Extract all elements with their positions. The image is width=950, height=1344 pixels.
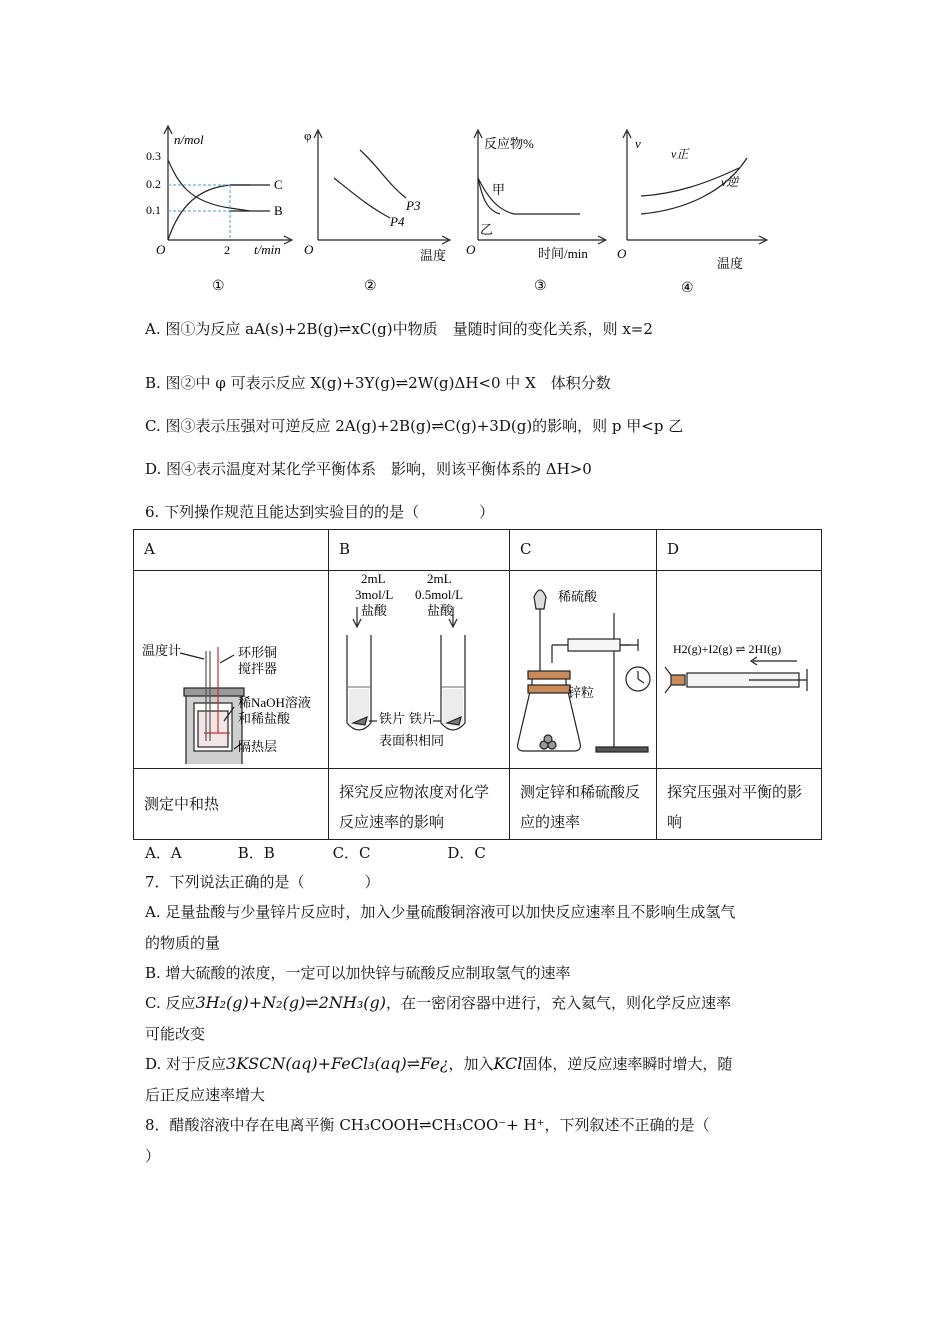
q7-option-c [145,993,731,1013]
fig2-caption: ② [364,279,377,294]
q7-d-prefix: D. 对于反应 [145,1055,227,1073]
fig1-caption: ① [212,279,225,294]
label-zinc: 锌粒 [568,685,595,700]
label-copper-stirrer-1: 环形铜 [238,645,278,660]
label-acid-right: 盐酸 [427,603,454,618]
q5-option-b: B. 图②中 φ 可表示反应 X(g)+3Y(g)⇌2W(g)ΔH<0 中 X 体积分数 [145,374,611,392]
header-cell [657,530,822,571]
fig1-xtick: 2 [224,243,230,257]
q6-option-d: D．C [447,844,486,862]
q6-stem: 6. 下列操作规范且能达到实验目的的是（ ） [145,503,495,521]
q7-option-b: B. 增大硫酸的浓度，一定可以加快锌与硫酸反应制取氢气的速率 [145,964,571,982]
label-conc-right: 0.5mol/L [415,587,464,602]
label-iron-right: 铁片 [409,711,436,726]
q5-option-d: D. 图④表示温度对某化学平衡体系 影响，则该平衡体系的 ΔH>0 [145,460,592,478]
q7-stem: 7．下列说法正确的是（ ） [145,873,380,891]
fig2-p3-label: P3 [406,198,421,213]
q6-option-b: B．B [237,844,275,862]
q7-d-equation: 3KSCN(aq)+FeCl₃(aq)⇌Fe¿ [226,1054,449,1073]
header-d: D [667,540,680,558]
header-c: C [520,540,532,558]
purpose-cell [134,769,329,840]
label-acid-left: 盐酸 [361,603,388,618]
calorimeter-diagram [134,571,328,764]
label-hi-equilibrium: H2(g)+I2(g) ⇌ 2HI(g) [673,642,782,656]
fig2-ylabel: φ [304,128,312,143]
header-b: B [339,540,351,558]
q7-option-a: A. 足量盐酸与少量锌片反应时，加入少量硫酸铜溶液可以加快反应速率且不影响生成氢气 [145,903,736,921]
header-cell [134,530,329,571]
q7-option-a-cont: 的物质的量 [145,934,221,952]
fig3-xlabel: 时间/min [538,246,588,261]
q7-d-mid: ，加入 [448,1055,494,1073]
fig3-caption: ③ [534,279,547,294]
label-copper-stirrer-2: 搅拌器 [238,661,278,676]
figure-4 [615,122,780,302]
fig1-origin: O [156,242,166,257]
q7-option-c-cont: 可能改变 [145,1025,206,1043]
q7-c-prefix: C. 反应 [145,994,196,1012]
apparatus-b-cell [329,571,510,769]
label-vol-left: 2mL [361,571,386,586]
q7-d-kcl: KCl [493,1054,523,1073]
q7-c-equation: 3H₂(g)+N₂(g)⇌2NH₃(g) [195,993,386,1012]
fig2-origin: O [304,242,314,257]
header-cell [329,530,510,571]
experiment-table [133,529,822,840]
label-thermometer: 温度计 [142,643,182,658]
purpose-cell [510,769,657,840]
q6-option-a: A．A [145,844,182,862]
q7-c-suffix: ，在一密闭容器中进行，充入氦气，则化学反应速率 [385,994,731,1012]
fig4-vzheng-label: v正 [671,147,689,161]
q7-option-d-cont: 后正反应速率增大 [145,1086,266,1104]
fig3-yi-label: 乙 [480,222,494,237]
q6-options [145,842,486,863]
fig1-curve-b-label: B [274,203,283,218]
fig2-p4-label: P4 [390,214,405,229]
fig1-xlabel: t/min [254,242,281,257]
purpose-cell [329,769,510,840]
fig1-ytick: 0.1 [146,203,161,217]
label-dilute-sulfuric: 稀硫酸 [558,589,598,604]
figure-2 [298,122,458,297]
fig1-curve-c-label: C [274,177,283,192]
purpose-a: 测定中和热 [144,795,220,813]
syringe-diagram [657,571,821,764]
q7-d-suffix: 固体，逆反应速率瞬时增大，随 [522,1055,733,1073]
fig1-ylabel: n/mol [174,132,204,147]
q5-option-a: A. 图①为反应 aA(s)+2B(g)⇌xC(g)中物质 量随时间的变化关系，则 x=2 [145,320,653,338]
fig3-jia-label: 甲 [492,182,506,197]
purpose-d: 探究压强对平衡的影响 [667,783,803,831]
fig4-origin: O [617,246,627,261]
fig3-origin: O [466,242,476,257]
label-conc-left: 3mol/L [355,587,394,602]
label-same-surface: 表面积相同 [379,733,445,748]
label-insulation: 隔热层 [238,739,278,754]
purpose-c: 测定锌和稀硫酸反应的速率 [520,783,641,831]
fig4-caption: ④ [681,281,694,296]
q7-option-d [145,1054,732,1074]
label-naoh-2: 和稀盐酸 [238,711,291,726]
q6-option-c: C．C [332,844,371,862]
label-vol-right: 2mL [427,571,452,586]
fig3-ylabel: 反应物% [484,136,534,151]
label-naoh-1: 稀NaOH溶液 [238,695,311,710]
fig1-ytick: 0.2 [146,177,161,191]
apparatus-d-cell [657,571,822,769]
label-iron-left: 铁片 [379,711,406,726]
apparatus-c-cell [510,571,657,769]
purpose-b: 探究反应物浓度对化学反应速率的影响 [339,783,490,831]
fig4-vni-label: v逆 [721,175,739,189]
q8-stem-cont: ） [145,1147,161,1165]
purpose-cell [657,769,822,840]
fig1-ytick: 0.3 [146,149,161,163]
test-tubes-diagram [329,571,509,764]
flask-syringe-diagram [510,571,656,764]
header-cell [510,530,657,571]
q8-stem: 8．醋酸溶液中存在电离平衡 CH₃COOH⇌CH₃COO⁻+ H⁺，下列叙述不正确的是（ [145,1116,710,1134]
header-a: A [144,540,155,558]
fig4-xlabel: 温度 [717,256,744,271]
fig2-xlabel: 温度 [420,248,447,263]
figure-3 [464,122,614,297]
fig4-ylabel: v [635,136,641,151]
figure-1 [140,122,300,297]
q5-option-c: C. 图③表示压强对可逆反应 2A(g)+2B(g)⇌C(g)+3D(g)的影响，则 p 甲<p 乙 [145,417,684,435]
apparatus-a-cell [134,571,329,769]
